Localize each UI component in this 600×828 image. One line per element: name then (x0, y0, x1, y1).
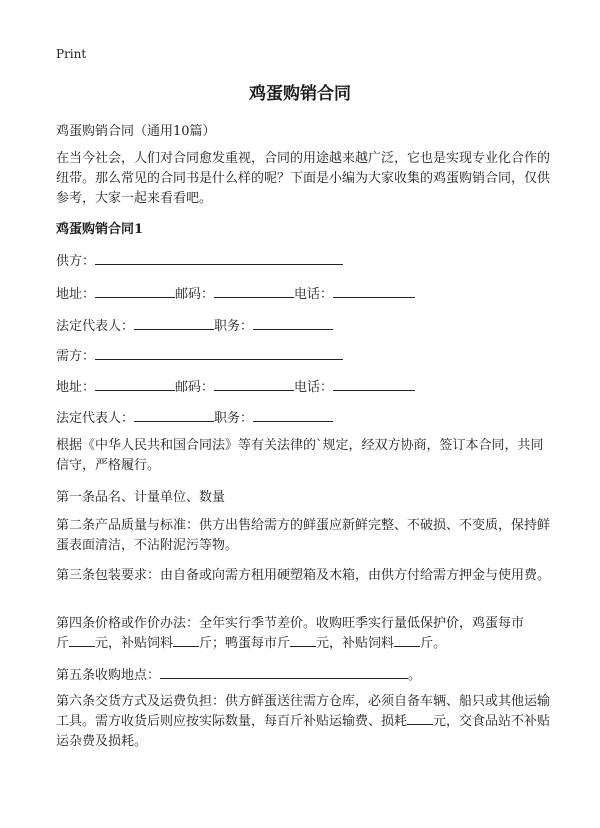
legal-rep-blank[interactable] (134, 317, 214, 330)
position-blank[interactable] (253, 317, 333, 330)
buyer-blank[interactable] (95, 347, 343, 360)
position-label: 职务： (214, 411, 254, 426)
clause-4-text-f: 斤。 (420, 636, 447, 651)
clause-5-label: 第五条收购地点： (56, 668, 161, 683)
address-label: 地址： (56, 287, 96, 302)
clause-3: 第三条包装要求：由自备或向需方租用硬塑箱及木箱，由供方付给需方押金与使用费。 (56, 568, 551, 583)
buyer-row (56, 345, 343, 364)
print-label[interactable]: Print (56, 47, 87, 61)
clause-6-text-a: 第六条交货方式及运费负担：供方鲜蛋送往需方仓库，必须自备车辆、船只或其他运输工具。需方收货后则应按实际数量，每百斤补贴运输费、损耗 (56, 694, 551, 729)
clause-4-text-e: 元，补贴饲料 (316, 636, 395, 651)
position-label: 职务： (214, 319, 254, 334)
supplier-row (56, 250, 343, 269)
basis-paragraph: 根据《中华人民共和国合同法》等有关法律的`规定，经双方协商，签订本合同，共同信守，严格履行。 (56, 438, 544, 473)
address-label: 地址： (56, 380, 96, 395)
clause-4-text-c: 元，补贴饲料 (95, 636, 174, 651)
supplier-blank[interactable] (95, 252, 343, 265)
section-title: 鸡蛋购销合同1 (56, 222, 144, 237)
phone-blank[interactable] (333, 285, 415, 298)
address-blank[interactable] (95, 378, 175, 391)
postcode-blank[interactable] (214, 285, 294, 298)
address-blank[interactable] (95, 285, 175, 298)
intro-paragraph: 在当今社会，人们对合同愈发重视，合同的用途越来越广泛，它也是实现专业化合作的纽带。那么常见的合同书是什么样的呢？下面是小编为大家收集的鸡蛋购销合同，仅供参考，大家一起来看看吧。 (56, 151, 551, 206)
phone-label: 电话： (294, 380, 334, 395)
clause-2: 第二条产品质量与标准：供方出售给需方的鲜蛋应新鲜完整、不破损、不变质，保持鲜蛋表面清洁，不沾附泥污等物。 (56, 518, 551, 553)
legal-rep-blank[interactable] (134, 409, 214, 422)
legal-rep-label: 法定代表人： (56, 411, 135, 426)
clause-5-end: 。 (408, 668, 422, 683)
phone-blank[interactable] (333, 378, 415, 391)
buyer-label: 需方： (56, 349, 96, 364)
clause-1: 第一条品名、计量单位、数量 (56, 490, 226, 505)
clause-5 (56, 664, 421, 683)
egg-price-blank[interactable] (69, 634, 95, 647)
postcode-label: 邮码： (175, 287, 215, 302)
transport-subsidy-blank[interactable] (407, 712, 433, 725)
buyer-address-row (56, 376, 415, 395)
clause-4-text-d: 斤；鸭蛋每市斤 (199, 636, 291, 651)
position-blank[interactable] (253, 409, 333, 422)
postcode-blank[interactable] (214, 378, 294, 391)
document-subtitle: 鸡蛋购销合同（通用10篇） (56, 124, 216, 139)
postcode-label: 邮码： (175, 380, 215, 395)
supplier-label: 供方： (56, 254, 96, 269)
clause-4-text-a: 第四条价格或作价办法：全年实行季节差价。收购旺季实行量低保护价，鸡蛋每市 (56, 616, 525, 631)
supplier-legal-rep-row (56, 315, 333, 334)
phone-label: 电话： (294, 287, 334, 302)
duck-egg-feed-blank[interactable] (394, 634, 420, 647)
egg-feed-blank[interactable] (173, 634, 199, 647)
clause-4-text-b: 斤 (56, 636, 70, 651)
clause-6-text-b: 元，交食品站不补贴运杂费及损耗。 (56, 714, 551, 749)
supplier-address-row (56, 283, 415, 302)
clause-4 (56, 614, 556, 654)
clause-6 (56, 692, 556, 752)
buyer-legal-rep-row (56, 407, 333, 426)
duck-egg-price-blank[interactable] (290, 634, 316, 647)
purchase-location-blank[interactable] (160, 666, 408, 679)
legal-rep-label: 法定代表人： (56, 319, 135, 334)
page-title: 鸡蛋购销合同 (249, 84, 351, 104)
